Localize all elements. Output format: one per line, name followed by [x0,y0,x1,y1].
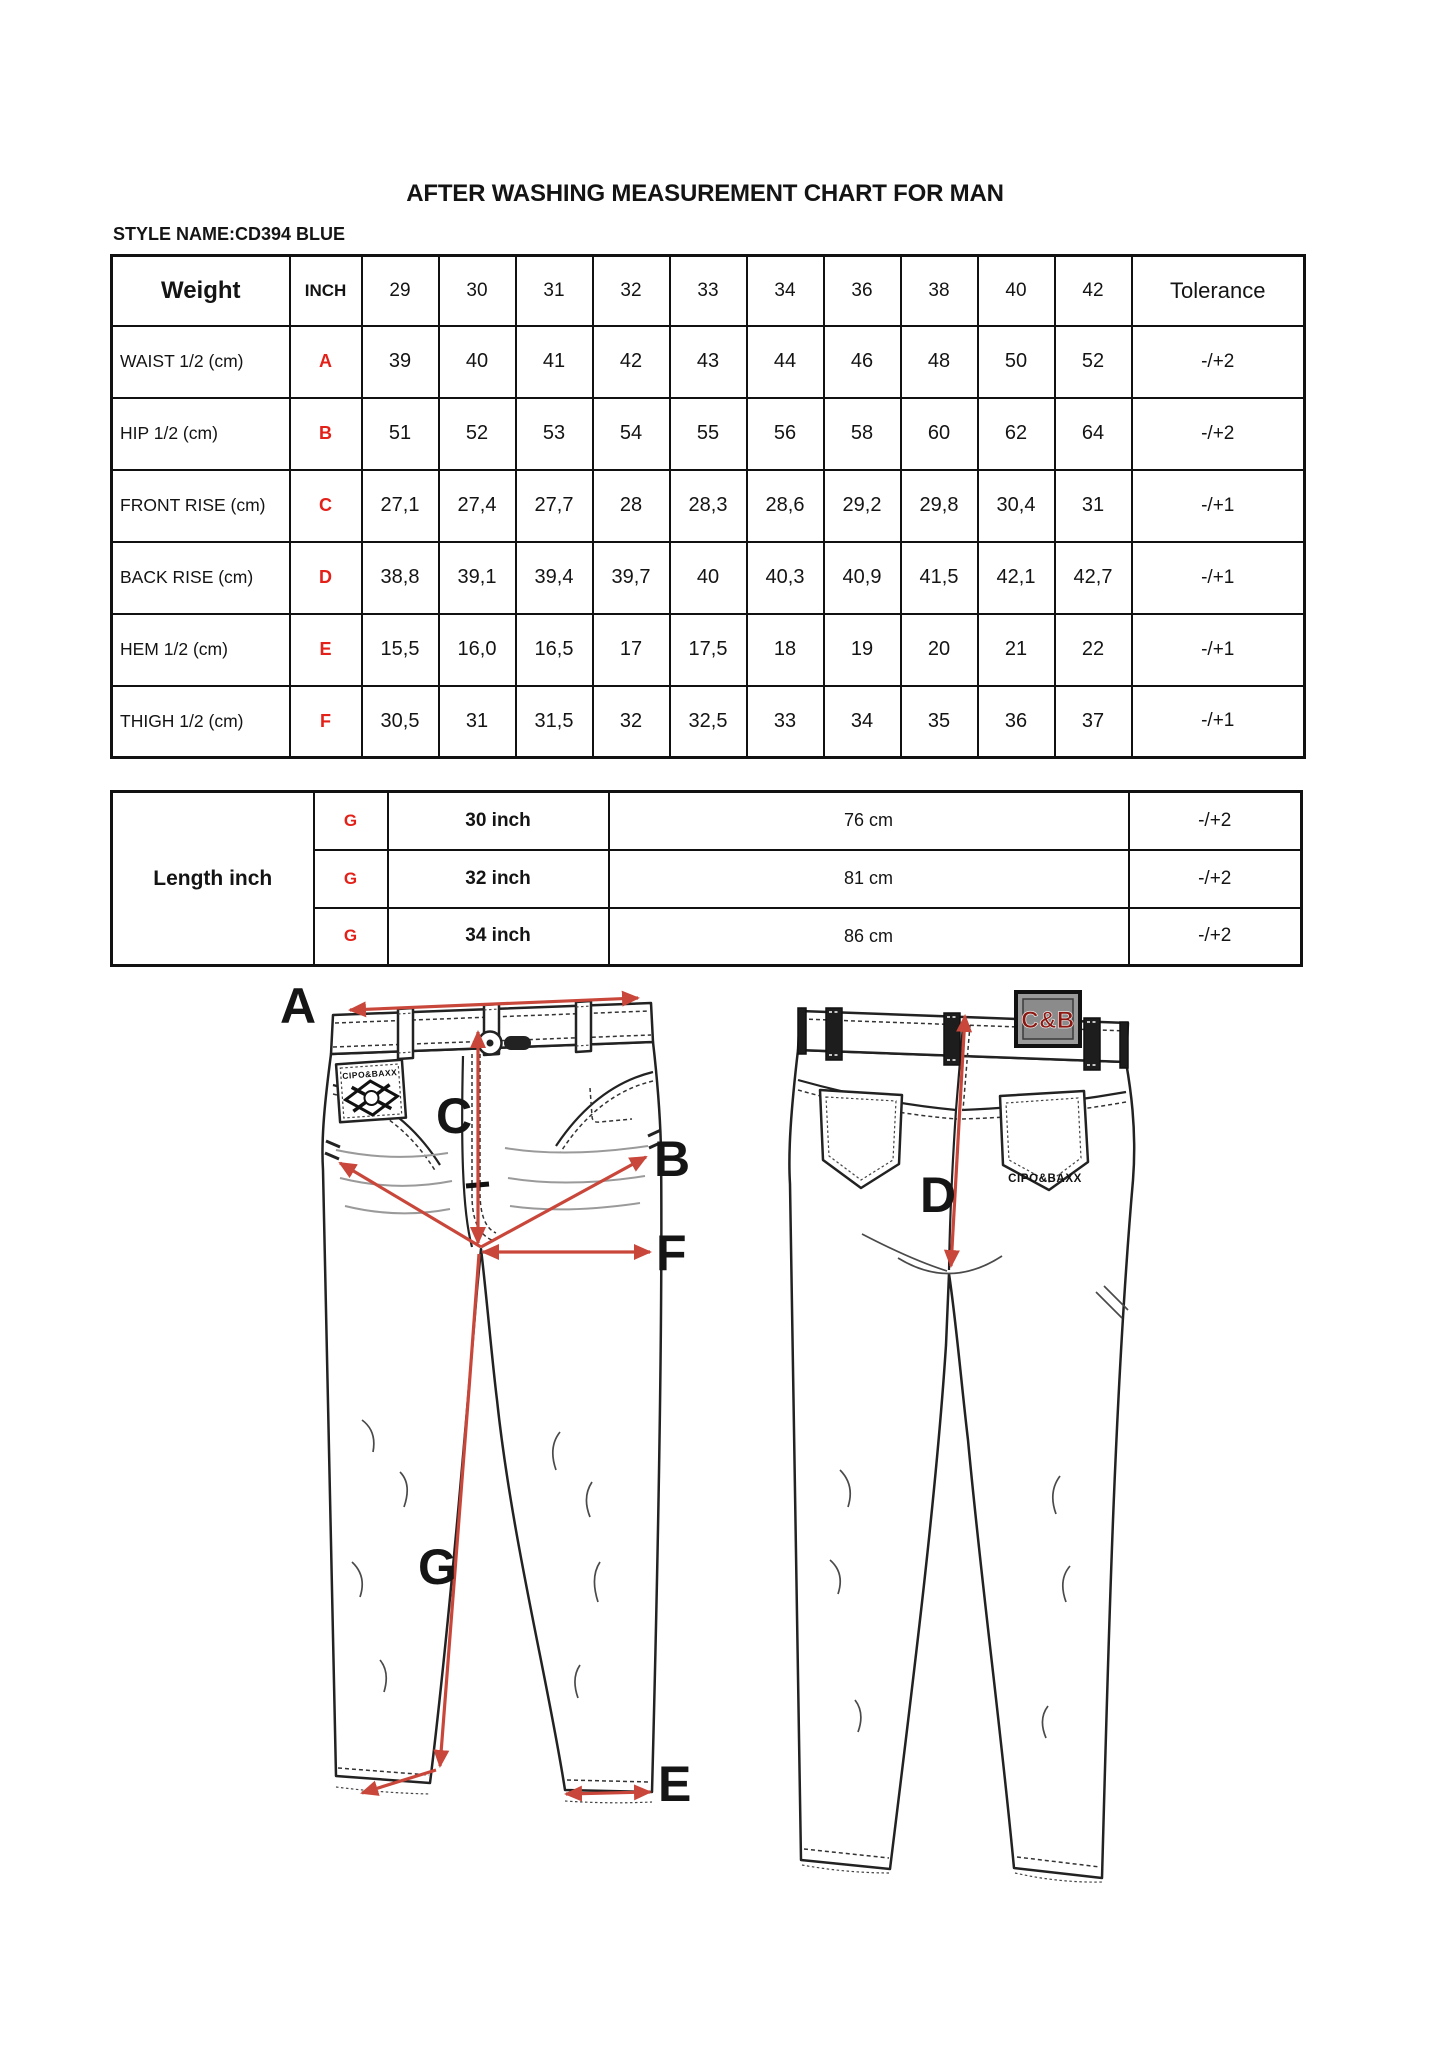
size-table-row [112,470,1305,542]
size-table-row [112,686,1305,758]
measurement-value-cell: 37 [1055,686,1132,758]
tolerance-cell: -/+1 [1132,686,1305,758]
col-header-size: 36 [824,256,901,326]
measurement-value-cell: 34 [824,686,901,758]
measurement-value-cell: 31,5 [516,686,593,758]
measurement-value-cell: 41,5 [901,542,978,614]
tolerance-cell: -/+2 [1132,326,1305,398]
tolerance-cell: -/+1 [1132,470,1305,542]
measurement-value-cell: 40 [670,542,747,614]
measurement-letter-cell: F [290,686,362,758]
measurement-letter-cell: D [290,542,362,614]
measurement-value-cell: 42 [593,326,670,398]
measurement-value-cell: 33 [747,686,824,758]
length-cm-cell: 86 cm [609,908,1129,966]
measurement-value-cell: 19 [824,614,901,686]
measurement-value-cell: 15,5 [362,614,439,686]
col-header-size: 32 [593,256,670,326]
measurement-value-cell: 52 [1055,326,1132,398]
measurement-value-cell: 39 [362,326,439,398]
measurement-name-cell: WAIST 1/2 (cm) [112,326,290,398]
measure-label-c: C [436,1088,473,1144]
size-table-row [112,398,1305,470]
size-table-row [112,542,1305,614]
measurement-value-cell: 35 [901,686,978,758]
length-table-row [112,792,1302,850]
measurement-value-cell: 18 [747,614,824,686]
measurement-value-cell: 27,7 [516,470,593,542]
measurement-value-cell: 17 [593,614,670,686]
length-inch-cell: 32 inch [388,850,609,908]
tolerance-cell: -/+1 [1132,542,1305,614]
length-letter-cell: G [314,908,388,966]
jeans-front-diagram [260,975,710,1825]
measurement-value-cell: 21 [978,614,1055,686]
length-letter-cell: G [314,792,388,850]
style-name: STYLE NAME:CD394 BLUE [113,224,346,244]
measure-label-e: E [658,1756,692,1812]
measurement-value-cell: 32,5 [670,686,747,758]
tolerance-cell: -/+1 [1132,614,1305,686]
measurement-value-cell: 36 [978,686,1055,758]
length-tolerance-cell: -/+2 [1129,792,1302,850]
jeans-back-drawing [789,992,1134,1882]
measurement-value-cell: 16,0 [439,614,516,686]
length-cm-cell: 81 cm [609,850,1129,908]
col-header-size: 42 [1055,256,1132,326]
page-title: AFTER WASHING MEASUREMENT CHART FOR MAN [406,180,1004,207]
col-header-size: 33 [670,256,747,326]
measurement-value-cell: 30,4 [978,470,1055,542]
measurement-value-cell: 27,4 [439,470,516,542]
measurement-value-cell: 42,7 [1055,542,1132,614]
measurement-value-cell: 28 [593,470,670,542]
measurement-value-cell: 55 [670,398,747,470]
jeans-front-drawing [322,1001,662,1803]
measurement-value-cell: 46 [824,326,901,398]
cb-patch-text: C&B [1021,1007,1075,1034]
measurement-value-cell: 30,5 [362,686,439,758]
measurement-name-cell: HIP 1/2 (cm) [112,398,290,470]
measurement-value-cell: 56 [747,398,824,470]
measure-label-f: F [656,1225,687,1281]
length-inch-cell: 30 inch [388,792,609,850]
measurement-value-cell: 31 [1055,470,1132,542]
measurement-name-cell: FRONT RISE (cm) [112,470,290,542]
front-logo-patch [336,1060,406,1122]
measurement-letter-cell: E [290,614,362,686]
length-inch-cell: 34 inch [388,908,609,966]
measurement-value-cell: 32 [593,686,670,758]
measurement-letter-cell: B [290,398,362,470]
measurement-value-cell: 27,1 [362,470,439,542]
col-header-size: 29 [362,256,439,326]
measurement-value-cell: 42,1 [978,542,1055,614]
col-header-size: 40 [978,256,1055,326]
measurement-value-cell: 22 [1055,614,1132,686]
measure-label-b: B [654,1131,691,1187]
measurement-value-cell: 39,1 [439,542,516,614]
col-header-inch: INCH [290,256,362,326]
measurement-value-cell: 62 [978,398,1055,470]
measurement-value-cell: 29,2 [824,470,901,542]
length-tolerance-cell: -/+2 [1129,850,1302,908]
measurement-value-cell: 31 [439,686,516,758]
size-measurement-table [110,254,1306,759]
measurement-value-cell: 40,9 [824,542,901,614]
measurement-value-cell: 29,8 [901,470,978,542]
length-table [110,790,1303,967]
measurement-name-cell: HEM 1/2 (cm) [112,614,290,686]
measurement-value-cell: 43 [670,326,747,398]
measurement-value-cell: 58 [824,398,901,470]
measurement-value-cell: 54 [593,398,670,470]
measure-label-d: D [920,1167,957,1223]
jeans-back-diagram [770,975,1155,1910]
front-patch-brand-text: CIPO&BAXX [342,1067,398,1081]
measurement-value-cell: 39,4 [516,542,593,614]
measurement-name-cell: THIGH 1/2 (cm) [112,686,290,758]
measurement-value-cell: 28,6 [747,470,824,542]
measurement-value-cell: 48 [901,326,978,398]
size-table-row [112,326,1305,398]
measurement-letter-cell: A [290,326,362,398]
col-header-size: 30 [439,256,516,326]
col-header-size: 38 [901,256,978,326]
measurement-value-cell: 53 [516,398,593,470]
measurement-value-cell: 41 [516,326,593,398]
measurement-value-cell: 51 [362,398,439,470]
length-tolerance-cell: -/+2 [1129,908,1302,966]
size-table-row [112,614,1305,686]
measurement-value-cell: 38,8 [362,542,439,614]
size-table-header-row [112,256,1305,326]
length-cm-cell: 76 cm [609,792,1129,850]
col-header-tolerance: Tolerance [1132,256,1305,326]
measurement-value-cell: 40 [439,326,516,398]
length-letter-cell: G [314,850,388,908]
measurement-value-cell: 52 [439,398,516,470]
col-header-size: 34 [747,256,824,326]
cb-waistband-patch [1016,992,1080,1046]
measurement-value-cell: 17,5 [670,614,747,686]
measurement-value-cell: 28,3 [670,470,747,542]
measurement-letter-cell: C [290,470,362,542]
measurement-value-cell: 39,7 [593,542,670,614]
measurement-value-cell: 16,5 [516,614,593,686]
measure-label-a: A [280,978,317,1034]
back-pocket-brand-text: CIPO&BAXX [1008,1173,1082,1185]
tolerance-cell: -/+2 [1132,398,1305,470]
measurement-value-cell: 44 [747,326,824,398]
measurement-value-cell: 50 [978,326,1055,398]
col-header-weight: Weight [112,256,290,326]
measurement-value-cell: 20 [901,614,978,686]
measurement-value-cell: 40,3 [747,542,824,614]
length-label-cell: Length inch [112,792,314,966]
measure-label-g: G [418,1539,457,1595]
measurement-name-cell: BACK RISE (cm) [112,542,290,614]
measurement-value-cell: 60 [901,398,978,470]
col-header-size: 31 [516,256,593,326]
measurement-value-cell: 64 [1055,398,1132,470]
